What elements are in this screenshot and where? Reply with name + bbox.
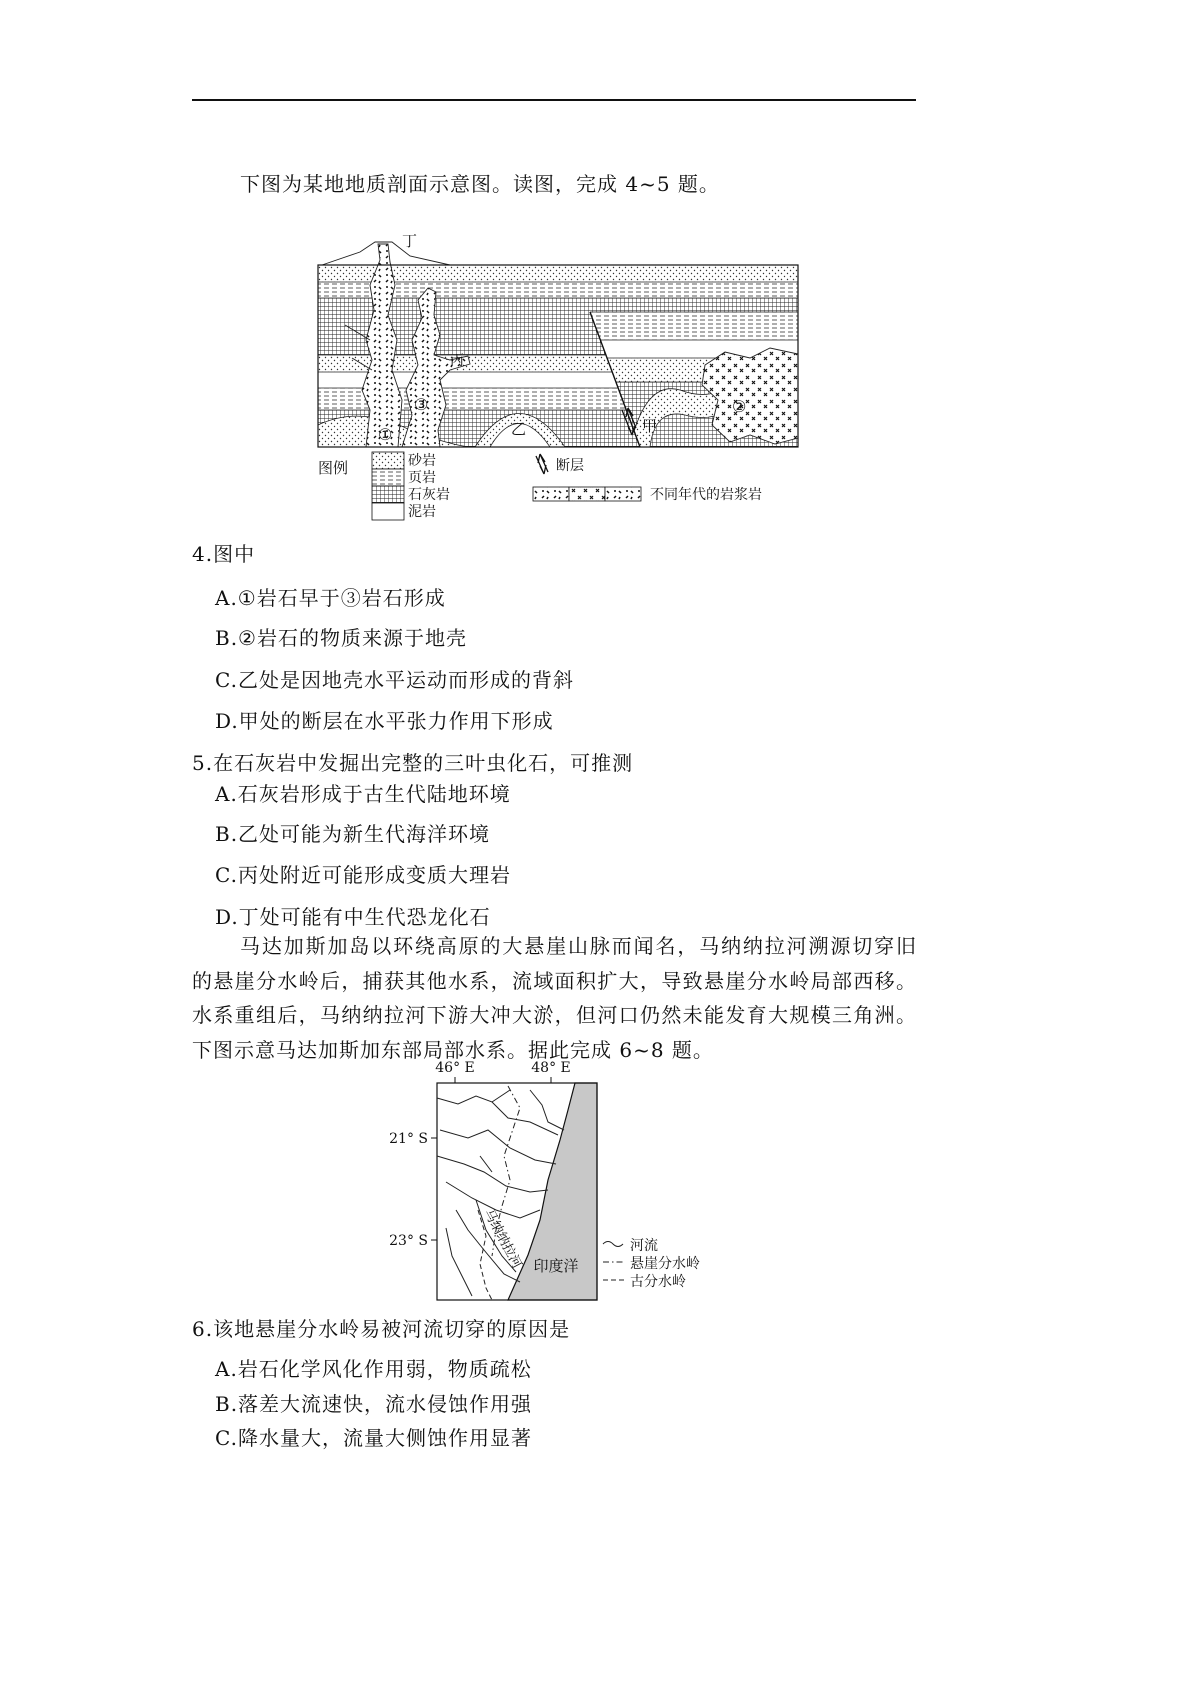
legend-label-magma: 不同年代的岩浆岩 — [650, 487, 762, 503]
legend-label-shale: 页岩 — [408, 470, 436, 486]
legend-ancient-divide-label: 古分水岭 — [630, 1274, 686, 1290]
magma-intrusion-2 — [702, 348, 798, 444]
label-circle-3: ③ — [414, 395, 429, 414]
drainage-map-figure — [380, 1060, 720, 1310]
lat-21-label: 21° S — [389, 1131, 428, 1147]
label-circle-2: ② — [732, 397, 747, 416]
legend-swatch-limestone — [372, 486, 404, 503]
q6-option-c: C.降水量大，流量大侧蚀作用显著 — [215, 1426, 532, 1450]
legend-river-label: 河流 — [630, 1238, 658, 1254]
legend-cliff-divide-label: 悬崖分水岭 — [630, 1256, 700, 1272]
lon-46-label: 46° E — [435, 1060, 475, 1076]
q5-option-c: C.丙处附近可能形成变质大理岩 — [215, 863, 511, 887]
label-bing: 丙 — [450, 353, 464, 369]
q4-option-d: D.甲处的断层在水平张力作用下形成 — [215, 709, 554, 733]
label-yi: 乙 — [511, 420, 527, 438]
header-rule — [192, 99, 916, 101]
legend-fault-symbol — [536, 454, 548, 474]
legend-river-symbol — [603, 1242, 623, 1247]
q6-stem: 6.该地悬崖分水岭易被河流切穿的原因是 — [192, 1317, 571, 1341]
ocean-label: 印度洋 — [533, 1257, 579, 1275]
legend-label-mudstone: 泥岩 — [408, 504, 436, 520]
intro-text: 下图为某地地质剖面示意图。读图，完成 4~5 题。 — [240, 172, 720, 196]
legend-swatch-sandstone — [372, 452, 404, 469]
q6-option-b: B.落差大流速快，流水侵蚀作用强 — [215, 1392, 533, 1416]
q5-option-d: D.丁处可能有中生代恐龙化石 — [215, 905, 491, 929]
legend-label-fault: 断层 — [556, 458, 584, 474]
passage-line-3: 水系重组后，马纳纳拉河下游大冲大淤，但河口仍然未能发育大规模三角洲。 — [192, 1003, 916, 1027]
passage-line-2: 的悬崖分水岭后，捕获其他水系，流域面积扩大，导致悬崖分水岭局部西移。 — [192, 969, 916, 993]
q5-option-b: B.乙处可能为新生代海洋环境 — [215, 822, 491, 846]
label-ding: 丁 — [402, 232, 418, 250]
legend-label-limestone: 石灰岩 — [408, 487, 450, 503]
legend-swatch-shale — [372, 469, 404, 486]
geologic-section-figure — [300, 230, 820, 530]
passage-line-4: 下图示意马达加斯加东部局部水系。据此完成 6~8 题。 — [192, 1038, 714, 1062]
label-circle-1: ① — [378, 425, 393, 444]
legend-swatch-mudstone — [372, 503, 404, 520]
q5-option-a: A.石灰岩形成于古生代陆地环境 — [215, 782, 511, 806]
q4-option-c: C.乙处是因地壳水平运动而形成的背斜 — [215, 668, 574, 692]
lon-48-label: 48° E — [531, 1060, 571, 1076]
legend-title: 图例 — [318, 459, 349, 477]
label-jia: 甲 — [642, 417, 658, 435]
q5-stem: 5.在石灰岩中发掘出完整的三叶虫化石，可推测 — [192, 751, 634, 775]
q4-stem: 4.图中 — [192, 542, 256, 566]
legend-swatch-magma-b — [569, 487, 605, 501]
q4-option-b: B.②岩石的物质来源于地壳 — [215, 626, 467, 650]
legend-swatch-magma-a — [533, 487, 569, 501]
legend-swatch-magma-c — [605, 487, 641, 501]
legend-label-sandstone: 砂岩 — [408, 453, 436, 469]
lat-23-label: 23° S — [389, 1233, 428, 1249]
passage-line-1: 马达加斯加岛以环绕高原的大悬崖山脉而闻名，马纳纳拉河溯源切穿旧 — [240, 934, 916, 958]
river-name-label: 马纳纳拉河 — [480, 1206, 525, 1272]
q4-option-a: A.①岩石早于③岩石形成 — [215, 586, 446, 610]
q6-option-a: A.岩石化学风化作用弱，物质疏松 — [215, 1357, 532, 1381]
